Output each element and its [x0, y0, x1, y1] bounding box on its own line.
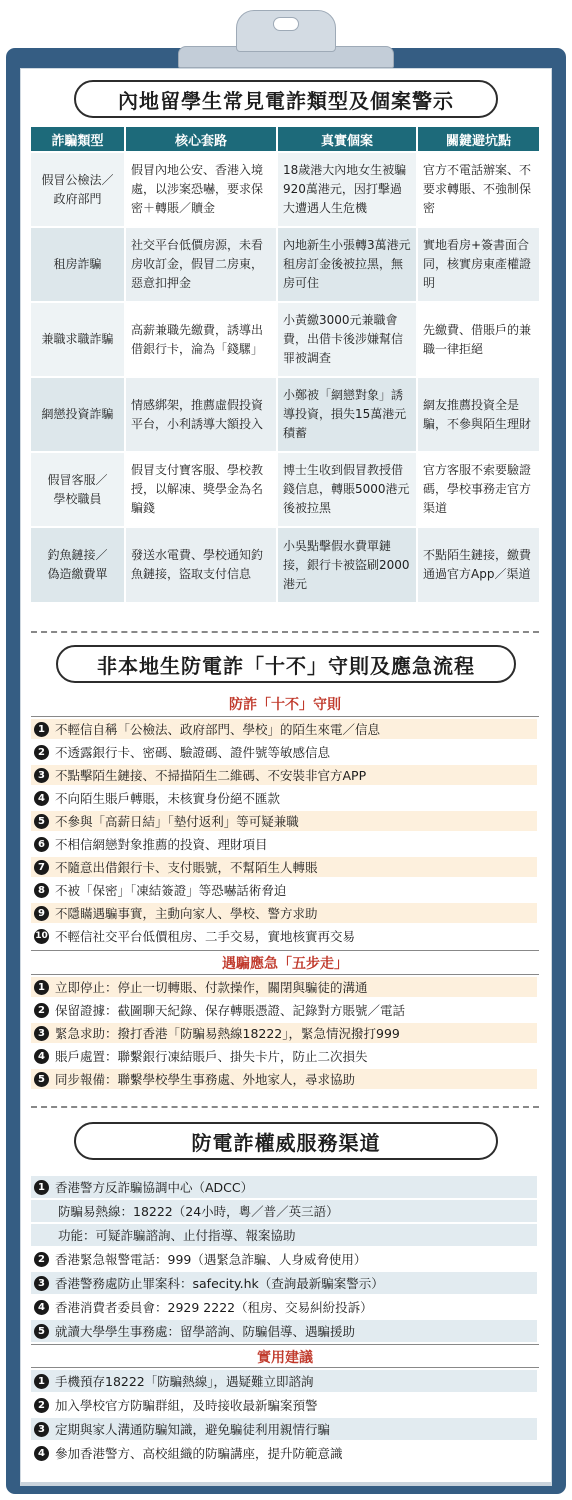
number-2-icon: 2 [34, 1003, 49, 1018]
method-cell: 假冒內地公安、香港入境處，以涉案恐嚇，要求保密＋轉賬／贖金 [125, 152, 277, 227]
number-2-icon: 2 [34, 745, 49, 760]
dashed-divider [31, 1106, 539, 1108]
step-item: 1 立即停止：停止一切轉賬、付款操作，關閉與騙徒的溝通 [31, 977, 537, 997]
fraud-type-cell: 假冒客服／ 學校職員 [31, 452, 125, 527]
subheading-line [31, 1367, 539, 1368]
fraud-type-cell: 釣魚鏈接／ 偽造繳費單 [31, 527, 125, 602]
tip-item: 4 參加香港警方、高校組織的防騙講座，提升防範意識 [31, 1442, 537, 1464]
number-4-icon: 4 [34, 1446, 49, 1461]
service-detail: 功能：可疑詐騙諮詢、止付指導、報案協助 [31, 1224, 537, 1246]
section3-title: 防電詐權威服務渠道 [74, 1122, 498, 1160]
tip-cell: 官方客服不索要驗證碼，學校事務走官方渠道 [417, 452, 539, 527]
number-2-icon: 2 [34, 1398, 49, 1413]
tip-cell: 官方不電話辦案、不要求轉賬、不強制保密 [417, 152, 539, 227]
case-cell: 小吳點擊假水費單鏈接，銀行卡被盜刷2000港元 [277, 527, 417, 602]
step-item: 3 緊急求助：撥打香港「防騙易熱線18222」，緊急情況撥打999 [31, 1023, 537, 1043]
number-7-icon: 7 [34, 860, 49, 875]
tip-cell: 不點陌生鏈接，繳費通過官方App／渠道 [417, 527, 539, 602]
tip-item: 2 加入學校官方防騙群組，及時接收最新騙案預警 [31, 1394, 537, 1416]
number-4-icon: 4 [34, 1049, 49, 1064]
fraud-type-cell: 租房詐騙 [31, 227, 125, 302]
rule-item: 9 不隱瞞遇騙事實，主動向家人、學校、警方求助 [31, 903, 537, 923]
column-header: 真實個案 [277, 127, 417, 152]
tip-cell: 實地看房+簽書面合同，核實房東產權證明 [417, 227, 539, 302]
number-4-icon: 4 [34, 1300, 49, 1315]
case-cell: 內地新生小張轉3萬港元租房訂金後被拉黑，無房可住 [277, 227, 417, 302]
rule-item: 7 不隨意出借銀行卡、支付賬號，不幫陌生人轉賬 [31, 857, 537, 877]
number-1-icon: 1 [34, 1180, 49, 1195]
number-5-icon: 5 [34, 814, 49, 829]
tips-subheading: 實用建議 [257, 1350, 313, 1366]
fraud-type-cell: 網戀投資詐騙 [31, 377, 125, 452]
service-item: 2 香港緊急報警電話：999（遇緊急詐騙、人身威脅使用） [31, 1248, 537, 1270]
rule-item: 6 不相信網戀對象推薦的投資、理財項目 [31, 834, 537, 854]
case-cell: 18歲港大內地女生被騙920萬港元，因打擊過大遭遇人生危機 [277, 152, 417, 227]
rules-subheading: 防詐「十不」守則 [229, 697, 341, 713]
subheading-line [31, 1344, 539, 1345]
number-1-icon: 1 [34, 722, 49, 737]
column-header: 詐騙類型 [31, 127, 125, 152]
subheading-line [31, 716, 539, 717]
method-cell: 高薪兼職先繳費，誘導出借銀行卡，淪為「錢騾」 [125, 302, 277, 377]
number-3-icon: 3 [34, 1422, 49, 1437]
tip-cell: 先繳費、借賬戶的兼職一律拒絕 [417, 302, 539, 377]
section1-title: 內地留學生常見電詐類型及個案警示 [74, 80, 498, 118]
column-header: 關鍵避坑點 [417, 127, 539, 152]
tip-item: 1 手機預存18222「防騙熱線」，遇疑難立即諮詢 [31, 1370, 537, 1392]
number-3-icon: 3 [34, 1276, 49, 1291]
subheading-line [31, 974, 539, 975]
number-8-icon: 8 [34, 883, 49, 898]
service-item: 4 香港消費者委員會：2929 2222（租房、交易糾紛投訴） [31, 1296, 537, 1318]
table-row [31, 527, 539, 602]
method-cell: 情感綁架，推薦虛假投資平台，小利誘導大額投入 [125, 377, 277, 452]
steps-subheading: 遇騙應急「五步走」 [222, 956, 348, 972]
case-cell: 小黃繳3000元兼職會費，出借卡後涉嫌幫信罪被調查 [277, 302, 417, 377]
service-item: 1 香港警方反詐騙協調中心（ADCC） [31, 1176, 537, 1198]
method-cell: 假冒支付寶客服、學校教授，以解凍、獎學金為名騙錢 [125, 452, 277, 527]
number-4-icon: 4 [34, 791, 49, 806]
table-row [31, 452, 539, 527]
fraud-types-table [31, 127, 539, 602]
rule-item: 5 不參與「高薪日結」「墊付返利」等可疑兼職 [31, 811, 537, 831]
step-item: 2 保留證據：截圖聊天紀錄、保存轉賬憑證、記錄對方賬號／電話 [31, 1000, 537, 1020]
number-9-icon: 9 [34, 906, 49, 921]
rule-item: 8 不被「保密」「凍結簽證」等恐嚇話術脅迫 [31, 880, 537, 900]
service-detail: 防騙易熱線：18222（24小時，粵／普／英三語） [31, 1200, 537, 1222]
number-3-icon: 3 [34, 1026, 49, 1041]
column-header: 核心套路 [125, 127, 277, 152]
fraud-type-cell: 兼職求職詐騙 [31, 302, 125, 377]
number-5-icon: 5 [34, 1324, 49, 1339]
table-row [31, 152, 539, 227]
number-6-icon: 6 [34, 837, 49, 852]
table-row [31, 377, 539, 452]
case-cell: 小鄭被「網戀對象」誘導投資，損失15萬港元積蓄 [277, 377, 417, 452]
number-3-icon: 3 [34, 768, 49, 783]
section2-title: 非本地生防電詐「十不」守則及應急流程 [56, 645, 516, 683]
service-item: 5 就讀大學學生事務處：留學諮詢、防騙倡導、遇騙援助 [31, 1320, 537, 1342]
tip-cell: 網友推薦投資全是騙，不參與陌生理財 [417, 377, 539, 452]
number-5-icon: 5 [34, 1072, 49, 1087]
table-header-row [31, 127, 539, 152]
method-cell: 社交平台低價房源，未看房收訂金，假冒二房東，惡意扣押金 [125, 227, 277, 302]
table-row [31, 227, 539, 302]
subheading-line [31, 950, 539, 951]
case-cell: 博士生收到假冒教授借錢信息，轉賬5000港元後被拉黑 [277, 452, 417, 527]
number-1-icon: 1 [34, 980, 49, 995]
service-item: 3 香港警務處防止罪案科：safecity.hk（查詢最新騙案警示） [31, 1272, 537, 1294]
rule-item: 1 不輕信自稱「公檢法、政府部門、學校」的陌生來電／信息 [31, 719, 537, 739]
clip-hole [273, 17, 299, 31]
table-row [31, 302, 539, 377]
rule-item: 2 不透露銀行卡、密碼、驗證碼、證件號等敏感信息 [31, 742, 537, 762]
dashed-divider [31, 631, 539, 633]
step-item: 5 同步報備：聯繫學校學生事務處、外地家人，尋求協助 [31, 1069, 537, 1089]
method-cell: 發送水電費、學校通知釣魚鏈接，盜取支付信息 [125, 527, 277, 602]
rule-item: 4 不向陌生賬戶轉賬，未核實身份絕不匯款 [31, 788, 537, 808]
fraud-type-cell: 假冒公檢法／ 政府部門 [31, 152, 125, 227]
rule-item: 10 不輕信社交平台低價租房、二手交易，實地核實再交易 [35, 929, 356, 944]
number-10-icon: 10 [34, 929, 49, 944]
number-1-icon: 1 [34, 1374, 49, 1389]
tip-item: 3 定期與家人溝通防騙知識，避免騙徒利用親情行騙 [31, 1418, 537, 1440]
step-item: 4 賬戶處置：聯繫銀行凍結賬戶、掛失卡片，防止二次損失 [31, 1046, 537, 1066]
rule-item: 3 不點擊陌生鏈接、不掃描陌生二維碼、不安裝非官方APP [31, 765, 537, 785]
number-2-icon: 2 [34, 1252, 49, 1267]
